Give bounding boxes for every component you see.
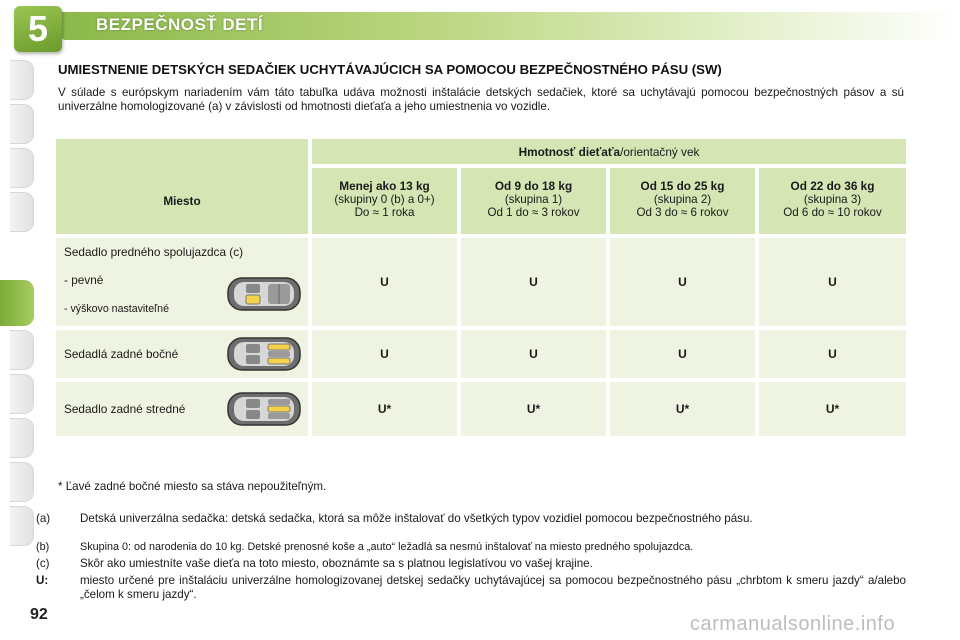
chapter-tab[interactable] [10, 330, 34, 370]
weight-column-header [759, 168, 906, 234]
chapter-tab[interactable] [10, 462, 34, 502]
chapter-tab[interactable] [10, 374, 34, 414]
note-u [36, 574, 906, 601]
table-cell: U [461, 330, 606, 378]
table-row-label [56, 238, 308, 326]
column-title: Od 9 do 18 kg [494, 179, 573, 193]
chapter-tab[interactable] [10, 148, 34, 188]
column-group: (skupina 3) [803, 193, 862, 206]
table-cell: U [312, 238, 457, 326]
chapter-side-tabs [0, 60, 40, 580]
car-seat-rear-center-icon [224, 389, 304, 429]
page-header [0, 0, 960, 52]
note-text: miesto určené pre inštaláciu univerzálne homologizovanej detskej sedačky uchytávajúcej sa pomocou bezpečnostného pásu „chrbtom k smeru jazdy“ a/alebo „čelom k smeru jazdy“. [80, 574, 906, 601]
chapter-tab-active[interactable] [0, 280, 34, 326]
section-title: UMIESTNENIE DETSKÝCH SEDAČIEK UCHYTÁVAJÚCICH SA POMOCOU BEZPEČNOSTNÉHO PÁSU (SW) [58, 62, 722, 77]
place-header-cell [56, 139, 308, 234]
watermark: carmanualsonline.info [690, 613, 896, 635]
chapter-title: BEZPEČNOSŤ DETÍ [96, 15, 264, 34]
weight-header-cell [312, 139, 906, 164]
column-age: Od 3 do ≈ 6 rokov [636, 206, 729, 219]
table-cell: U [610, 238, 755, 326]
note-c [36, 557, 906, 571]
weight-column-header [610, 168, 755, 234]
intro-paragraph: V súlade s európskym nariadením vám táto tabuľka udáva možnosti inštalácie detských sedačiek, ktoré sa uchytávajú pomocou bezpečnostných pásov a sú univerzálne homologizované (a) v závislosti od hmotnosti dieťaťa a jeho umiestnenia vo vozidle. [58, 86, 904, 113]
weight-column-header [312, 168, 457, 234]
weight-column-header [461, 168, 606, 234]
seat-option: - pevné [64, 273, 104, 287]
chapter-tab[interactable] [10, 192, 34, 232]
column-age: Od 1 do ≈ 3 rokov [487, 206, 580, 219]
child-seat-table [56, 139, 906, 437]
chapter-tab[interactable] [10, 418, 34, 458]
table-cell: U [610, 330, 755, 378]
chapter-tab[interactable] [10, 506, 34, 546]
table-cell: U [461, 238, 606, 326]
note-label: (b) [36, 541, 50, 553]
table-cell: U* [461, 382, 606, 436]
column-title: Od 15 do 25 kg [640, 179, 725, 193]
table-cell: U* [759, 382, 906, 436]
note-label: U: [36, 574, 49, 587]
note-b [36, 541, 906, 555]
seat-option: - výškovo nastaviteľné [64, 303, 169, 315]
note-text: Skôr ako umiestníte vaše dieťa na toto miesto, oboznámte sa s platnou legislatívou vo vašej krajine. [80, 557, 593, 570]
note-text: Detská univerzálna sedačka: detská sedačka, ktorá sa môže inštalovať do všetkých typov vozidiel pomocou bezpečnostného pásu. [80, 512, 753, 525]
car-seat-rear-side-icon [224, 334, 304, 374]
table-cell: U* [610, 382, 755, 436]
footnote-star: * Ľavé zadné bočné miesto sa stáva nepoužiteľným. [58, 480, 327, 493]
table-row-label [56, 330, 308, 378]
weight-header-bold: Hmotnosť dieťaťa [518, 144, 621, 159]
chapter-tab[interactable] [10, 60, 34, 100]
weight-header-rest: /orientačný vek [620, 144, 700, 159]
column-age: Od 6 do ≈ 10 rokov [783, 206, 882, 219]
note-text: Skupina 0: od narodenia do 10 kg. Detské prenosné koše a „auto“ ležadlá sa nesmú inštalovať na miesto predného spolujazdca. [80, 541, 694, 553]
table-cell: U [312, 330, 457, 378]
table-cell: U* [312, 382, 457, 436]
table-cell: U [759, 238, 906, 326]
column-group: (skupina 1) [504, 193, 563, 206]
seat-label: Sedadlo predného spolujazdca (c) [64, 245, 244, 259]
column-title: Menej ako 13 kg [339, 179, 430, 193]
chapter-tab[interactable] [10, 104, 34, 144]
place-header: Miesto [163, 193, 201, 208]
chapter-number-badge: 5 [14, 6, 62, 52]
column-title: Od 22 do 36 kg [790, 179, 875, 193]
page-number: 92 [30, 606, 48, 623]
table-cell: U [759, 330, 906, 378]
note-label: (c) [36, 557, 50, 570]
car-seat-front-passenger-icon [224, 274, 304, 314]
note-a [36, 512, 906, 526]
column-group: (skupina 2) [653, 193, 712, 206]
seat-label: Sedadlá zadné bočné [64, 347, 179, 361]
table-row-label [56, 382, 308, 436]
seat-label: Sedadlo zadné stredné [64, 402, 186, 416]
column-group: (skupiny 0 (b) a 0+) [334, 193, 435, 206]
note-label: (a) [36, 512, 51, 525]
column-age: Do ≈ 1 roka [354, 206, 415, 219]
